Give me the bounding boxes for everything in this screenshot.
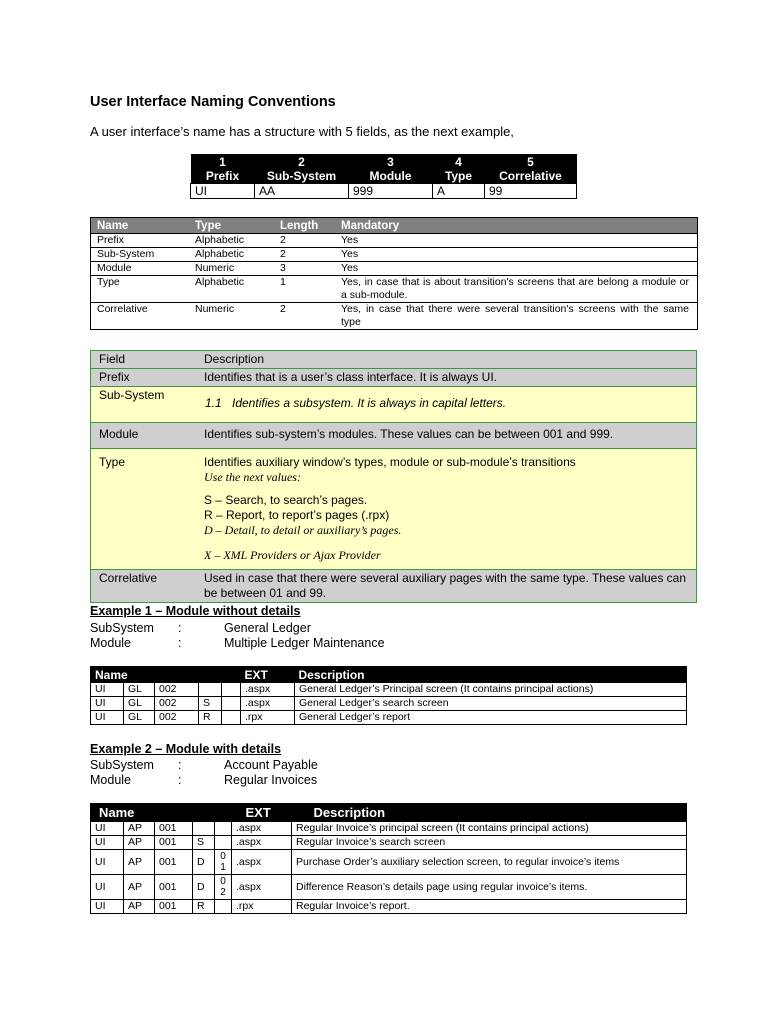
- field-mandatory: Yes: [335, 248, 698, 262]
- field-type: Numeric: [189, 303, 274, 330]
- field-mandatory: Yes, in case that there were several transition's screens with the same type: [335, 303, 698, 330]
- table-row: [91, 697, 687, 711]
- cell-subsystem: GL: [124, 711, 155, 725]
- colon: :: [178, 758, 182, 772]
- cell-type: S: [199, 697, 222, 711]
- desc-row-subsystem: [91, 387, 697, 423]
- desc-text: [196, 449, 697, 570]
- module-value: Multiple Ledger Maintenance: [224, 636, 385, 650]
- header-ext: EXT: [232, 804, 292, 822]
- cell-subsystem: AP: [124, 836, 155, 850]
- cell-prefix: UI: [91, 683, 124, 697]
- field-description-table: [90, 350, 697, 603]
- type-value-d: D – Detail, to detail or auxiliary’s pages.: [204, 523, 402, 537]
- cell-type: S: [193, 836, 215, 850]
- field-type: Alphabetic: [189, 234, 274, 248]
- field-name: Prefix: [91, 234, 190, 248]
- structure-value-row: [191, 184, 577, 199]
- desc-row-module: [91, 423, 697, 449]
- table-row: [91, 303, 698, 330]
- cell-type: R: [193, 900, 215, 914]
- fields-header-cell: Name: [91, 218, 190, 234]
- cell-correlative: [215, 900, 232, 914]
- cell-description: General Ledger’s report: [295, 711, 687, 725]
- cell-module: 001: [155, 822, 193, 836]
- field-length: 2: [274, 248, 335, 262]
- structure-value-cell: A: [433, 184, 485, 199]
- cell-prefix: UI: [91, 850, 124, 875]
- cell-type: [199, 683, 222, 697]
- desc-text: Identifies sub-system’s modules. These values can be between 001 and 999.: [196, 423, 697, 449]
- desc-header-description: Description: [196, 351, 697, 369]
- example2-title: Example 2 – Module with details: [90, 742, 282, 756]
- cell-prefix: UI: [91, 697, 124, 711]
- module-value: Regular Invoices: [224, 773, 318, 787]
- table-row: [91, 683, 687, 697]
- field-type: Alphabetic: [189, 248, 274, 262]
- cell-ext: .rpx: [241, 711, 295, 725]
- field-type: Alphabetic: [189, 276, 274, 303]
- table-row: [91, 248, 698, 262]
- structure-value-cell: UI: [191, 184, 255, 199]
- field-name: Module: [91, 262, 190, 276]
- field-mandatory: Yes: [335, 262, 698, 276]
- cell-ext: .aspx: [232, 836, 292, 850]
- field-name: Sub-System: [91, 248, 190, 262]
- type-value-x: X – XML Providers or Ajax Provider: [204, 548, 381, 562]
- colon: :: [178, 773, 182, 787]
- cell-correlative: [222, 697, 241, 711]
- type-line-2: Use the next values:: [204, 470, 301, 484]
- structure-header-cell: 2 Sub-System: [255, 154, 349, 184]
- fields-header-cell: Type: [189, 218, 274, 234]
- example2-table: [90, 803, 687, 914]
- field-length: 1: [274, 276, 335, 303]
- cell-ext: .aspx: [232, 822, 292, 836]
- fields-header-cell: Mandatory: [335, 218, 698, 234]
- desc-field: Module: [91, 423, 197, 449]
- cell-module: 001: [155, 900, 193, 914]
- type-line-1: Identifies auxiliary window’s types, module or sub-module’s transitions: [204, 455, 576, 469]
- cell-ext: .rpx: [232, 900, 292, 914]
- cell-type: [193, 822, 215, 836]
- table-row: [91, 262, 698, 276]
- cell-ext: .aspx: [232, 850, 292, 875]
- table-row: [91, 711, 687, 725]
- structure-value-cell: 999: [349, 184, 433, 199]
- cell-correlative: 0 1: [215, 850, 232, 875]
- colon: :: [178, 621, 182, 635]
- field-name: Correlative: [91, 303, 190, 330]
- fields-header-cell: Length: [274, 218, 335, 234]
- type-value-s: S – Search, to search’s pages.: [204, 493, 368, 507]
- field-type: Numeric: [189, 262, 274, 276]
- page-title: User Interface Naming Conventions: [90, 94, 336, 110]
- heading-number: 1.1: [205, 396, 222, 410]
- intro-text: A user interface’s name has a structure with 5 fields, as the next example,: [90, 124, 514, 139]
- cell-module: 002: [155, 697, 199, 711]
- structure-header-row: [191, 154, 577, 184]
- cell-module: 001: [155, 875, 193, 900]
- desc-field: Sub-System: [91, 387, 197, 423]
- table-row: [91, 875, 687, 900]
- cell-prefix: UI: [91, 711, 124, 725]
- desc-header-field: Field: [91, 351, 197, 369]
- fields-header-row: [91, 218, 698, 234]
- header-description: Description: [292, 804, 687, 822]
- example2-header-row: [91, 804, 687, 822]
- name-structure-table: [190, 154, 577, 199]
- cell-correlative: 0 2: [215, 875, 232, 900]
- fields-table: [90, 217, 698, 330]
- field-mandatory: Yes, in case that is about transition's screens that are belong a module or a sub-module.: [335, 276, 698, 303]
- cell-prefix: UI: [91, 822, 124, 836]
- example1-table: [90, 666, 687, 725]
- module-label: Module: [90, 773, 131, 787]
- cell-subsystem: AP: [124, 822, 155, 836]
- cell-module: 002: [155, 683, 199, 697]
- structure-header-cell: 5 Correlative: [485, 154, 577, 184]
- cell-description: Purchase Order’s auxiliary selection screen, to regular invoice’s items: [292, 850, 687, 875]
- table-row: [91, 234, 698, 248]
- cell-module: 001: [155, 836, 193, 850]
- cell-type: D: [193, 850, 215, 875]
- field-mandatory: Yes: [335, 234, 698, 248]
- header-description: Description: [295, 667, 687, 683]
- cell-ext: .aspx: [232, 875, 292, 900]
- cell-ext: .aspx: [241, 697, 295, 711]
- structure-header-cell: 3 Module: [349, 154, 433, 184]
- subsystem-value: Account Payable: [224, 758, 318, 772]
- cell-correlative: [222, 711, 241, 725]
- field-length: 3: [274, 262, 335, 276]
- field-name: Type: [91, 276, 190, 303]
- type-value-r: R – Report, to report’s pages (.rpx): [204, 508, 390, 522]
- cell-correlative: [215, 822, 232, 836]
- example1-header-row: [91, 667, 687, 683]
- cell-prefix: UI: [91, 836, 124, 850]
- cell-subsystem: GL: [124, 683, 155, 697]
- structure-value-cell: AA: [255, 184, 349, 199]
- desc-row-type: [91, 449, 697, 570]
- header-name: Name: [91, 804, 232, 822]
- table-row: [91, 822, 687, 836]
- desc-row-correlative: [91, 570, 697, 603]
- table-row: [91, 900, 687, 914]
- heading-text: Identifies a subsystem. It is always in capital letters.: [232, 396, 507, 410]
- field-length: 2: [274, 303, 335, 330]
- subsystem-label: SubSystem: [90, 621, 154, 635]
- cell-type: D: [193, 875, 215, 900]
- cell-description: Regular Invoice’s search screen: [292, 836, 687, 850]
- example1-title: Example 1 – Module without details: [90, 604, 301, 618]
- cell-module: 002: [155, 711, 199, 725]
- desc-field: Type: [91, 449, 197, 570]
- module-label: Module: [90, 636, 131, 650]
- header-ext: EXT: [241, 667, 295, 683]
- cell-subsystem: AP: [124, 850, 155, 875]
- subsystem-value: General Ledger: [224, 621, 311, 635]
- structure-value-cell: 99: [485, 184, 577, 199]
- field-length: 2: [274, 234, 335, 248]
- cell-ext: .aspx: [241, 683, 295, 697]
- cell-prefix: UI: [91, 875, 124, 900]
- cell-subsystem: AP: [124, 900, 155, 914]
- desc-row-prefix: [91, 369, 697, 387]
- cell-description: General Ledger’s Principal screen (It contains principal actions): [295, 683, 687, 697]
- desc-text: Identifies that is a user’s class interface. It is always UI.: [196, 369, 697, 387]
- table-row: [91, 276, 698, 303]
- cell-correlative: [215, 836, 232, 850]
- colon: :: [178, 636, 182, 650]
- cell-description: Regular Invoice’s report.: [292, 900, 687, 914]
- cell-prefix: UI: [91, 900, 124, 914]
- header-name: Name: [91, 667, 241, 683]
- desc-text: [196, 387, 697, 423]
- structure-header-cell: 1 Prefix: [191, 154, 255, 184]
- cell-subsystem: AP: [124, 875, 155, 900]
- desc-field: Correlative: [91, 570, 197, 603]
- cell-description: General Ledger’s search screen: [295, 697, 687, 711]
- subsystem-label: SubSystem: [90, 758, 154, 772]
- cell-subsystem: GL: [124, 697, 155, 711]
- table-row: [91, 850, 687, 875]
- cell-module: 001: [155, 850, 193, 875]
- cell-correlative: [222, 683, 241, 697]
- cell-description: Regular Invoice’s principal screen (It contains principal actions): [292, 822, 687, 836]
- cell-description: Difference Reason’s details page using regular invoice’s items.: [292, 875, 687, 900]
- cell-type: R: [199, 711, 222, 725]
- structure-header-cell: 4 Type: [433, 154, 485, 184]
- desc-header-row: [91, 351, 697, 369]
- desc-field: Prefix: [91, 369, 197, 387]
- desc-text: Used in case that there were several auxiliary pages with the same type. These values can be between 01 and 99.: [196, 570, 697, 603]
- table-row: [91, 836, 687, 850]
